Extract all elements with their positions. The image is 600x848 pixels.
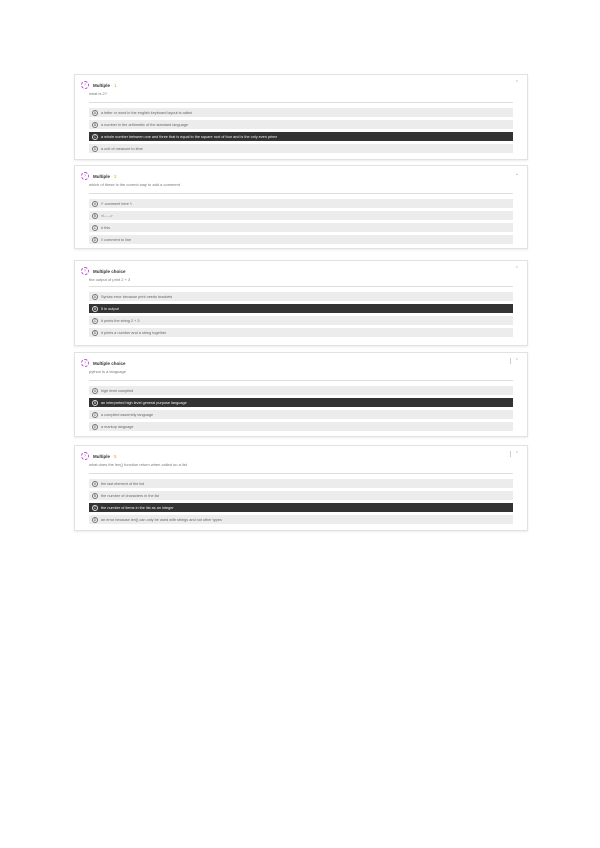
answer-option[interactable] (89, 108, 513, 117)
card-header (81, 451, 117, 461)
answer-option-correct[interactable] (89, 398, 513, 407)
collapse-toggle-icon[interactable]: ⌃ (514, 266, 519, 272)
question-type-icon: ? (81, 359, 89, 367)
question-type-icon: ? (81, 81, 89, 89)
option-letter-icon: C (93, 134, 97, 139)
answer-option[interactable] (89, 144, 513, 153)
card-header (81, 358, 126, 368)
option-text: <!-- --> (101, 213, 113, 218)
question-type-icon: ? (81, 267, 89, 275)
question-text: which of these is the correct way to add a comment (89, 182, 180, 187)
divider (89, 380, 513, 381)
option-letter-icon: A (93, 481, 97, 486)
question-card (74, 165, 528, 249)
option-letter-icon: C (93, 318, 97, 323)
answer-list (89, 479, 513, 527)
option-text: a number in the arithmetic of the standard language (101, 122, 188, 127)
option-letter-icon: B (93, 213, 97, 218)
collapse-toggle-icon[interactable]: ⌃ (510, 451, 519, 457)
option-letter-icon: D (93, 517, 97, 522)
option-letter-icon: B (93, 493, 97, 498)
divider (89, 286, 513, 287)
option-text: /* comment here */ (101, 201, 133, 206)
option-letter-icon: A (93, 201, 97, 206)
answer-option-correct[interactable] (89, 503, 513, 512)
option-letter-icon: A (93, 388, 97, 393)
question-card (74, 352, 528, 437)
option-letter-icon: B (93, 400, 97, 405)
option-text: a compiled assembly language (101, 412, 154, 417)
option-text: // comment to line (101, 237, 131, 242)
option-letter-icon: A (93, 110, 97, 115)
answer-option-correct[interactable] (89, 132, 513, 141)
answer-option-correct[interactable] (89, 304, 513, 313)
option-text: an interpreted high level general purpose language (101, 400, 187, 405)
question-type-label: Multiple · 2 (93, 173, 117, 179)
question-type-label: Multiple choice (93, 268, 126, 274)
option-letter-icon: C (93, 225, 97, 230)
answer-option[interactable] (89, 491, 513, 500)
answer-option[interactable] (89, 479, 513, 488)
option-letter-icon: B (93, 306, 97, 311)
answer-option[interactable] (89, 386, 513, 395)
question-text: the output of print 2 + 3 (89, 277, 131, 282)
option-text: the number of characters in the list (101, 493, 160, 498)
card-header (81, 171, 117, 181)
answer-option[interactable] (89, 120, 513, 129)
answer-option[interactable] (89, 422, 513, 431)
collapse-toggle-icon[interactable]: ⌃ (510, 358, 519, 364)
option-letter-icon: D (93, 237, 97, 242)
option-letter-icon: D (93, 146, 97, 151)
option-text: the last element of the list (101, 481, 145, 486)
divider (89, 473, 513, 474)
answer-list (89, 292, 513, 340)
option-letter-icon: C (93, 505, 97, 510)
question-type-label: Multiple · 1 (93, 82, 117, 88)
collapse-toggle-icon[interactable]: ⌃ (514, 80, 519, 86)
answer-list (89, 108, 513, 156)
question-type-icon: ? (81, 172, 89, 180)
question-text: what is 2? (89, 91, 108, 96)
option-text: it prints a number and a string together (101, 330, 167, 335)
divider (89, 102, 513, 103)
answer-option[interactable] (89, 223, 513, 232)
option-text: it prints the string 2 + 3 (101, 318, 140, 323)
card-header (81, 80, 117, 90)
answer-option[interactable] (89, 292, 513, 301)
option-text: # this (101, 225, 111, 230)
option-letter-icon: A (93, 294, 97, 299)
option-text: Syntax error because print needs brackets (101, 294, 173, 299)
answer-list (89, 386, 513, 434)
option-text: an error because len() can only be used with strings and not other types (101, 517, 222, 522)
option-letter-icon: B (93, 122, 97, 127)
answer-option[interactable] (89, 211, 513, 220)
answer-option[interactable] (89, 199, 513, 208)
option-letter-icon: C (93, 412, 97, 417)
answer-option[interactable] (89, 235, 513, 244)
answer-option[interactable] (89, 328, 513, 337)
card-header (81, 266, 126, 276)
answer-list (89, 199, 513, 247)
option-text: a markup language (101, 424, 134, 429)
question-card (74, 260, 528, 346)
divider (89, 193, 513, 194)
answer-option[interactable] (89, 410, 513, 419)
question-text: python is a language (89, 369, 126, 374)
collapse-toggle-icon[interactable]: ⌄ (514, 171, 519, 177)
option-text: high level compiled (101, 388, 134, 393)
question-text: what does the len() function return when called on a list (89, 462, 187, 467)
option-text: a unit of measure to time (101, 146, 143, 151)
option-text: the number of items in the list as an integer (101, 505, 174, 510)
question-card (74, 74, 528, 160)
option-letter-icon: D (93, 424, 97, 429)
question-card (74, 445, 528, 531)
question-type-label: Multiple choice (93, 360, 126, 366)
option-letter-icon: D (93, 330, 97, 335)
option-text: 5 in output (101, 306, 119, 311)
question-type-icon: ? (81, 452, 89, 460)
question-type-label: Multiple · 5 (93, 453, 117, 459)
option-text: a whole number between one and three that is equal to the square root of four and is the only even prime (101, 134, 278, 139)
answer-option[interactable] (89, 316, 513, 325)
option-text: a letter or word in the english keyboard layout is called (101, 110, 193, 115)
answer-option[interactable] (89, 515, 513, 524)
